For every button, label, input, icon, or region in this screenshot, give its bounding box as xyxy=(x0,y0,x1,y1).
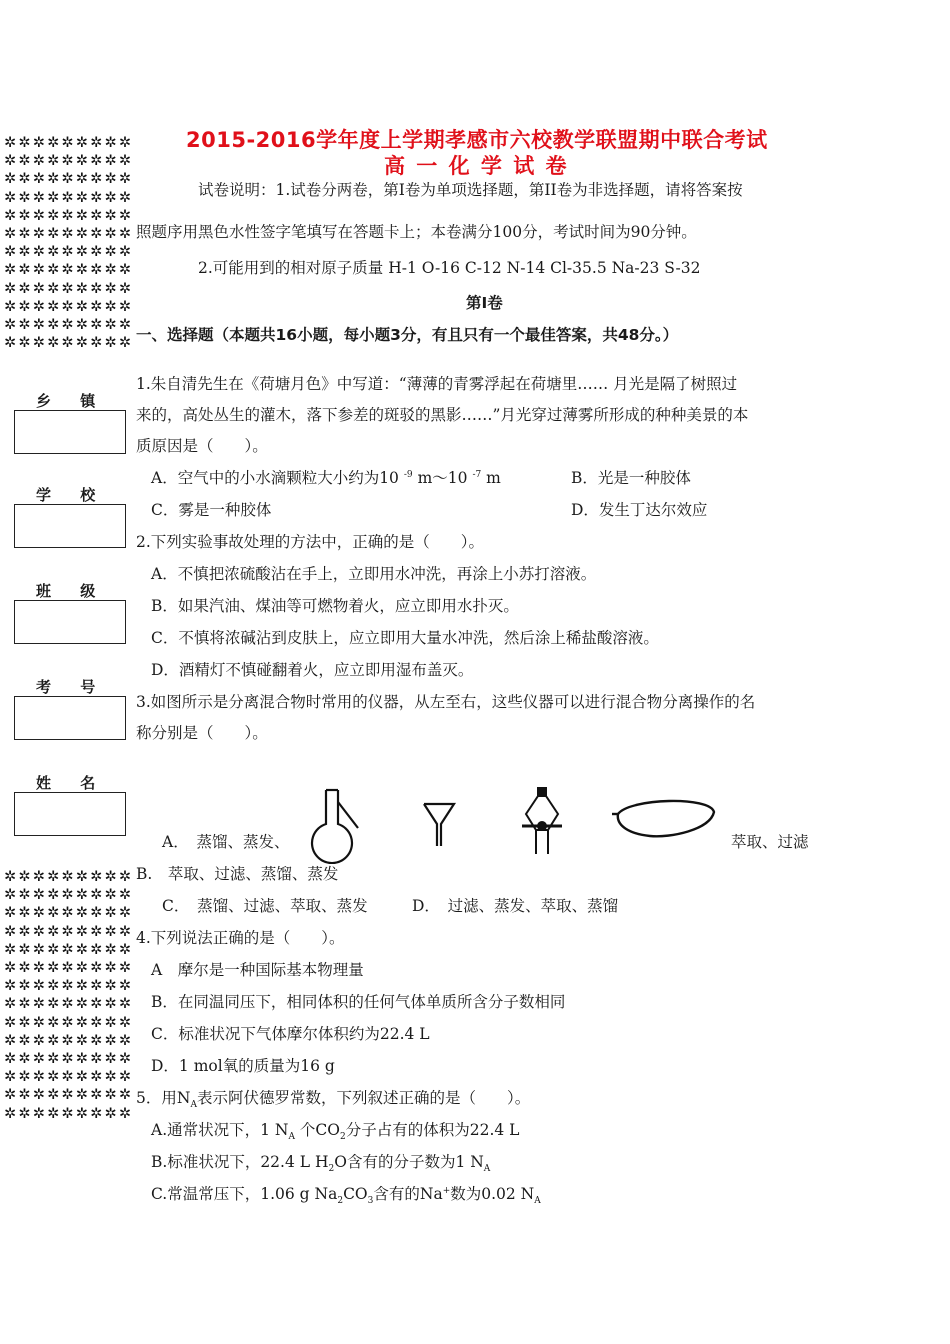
q4-option-a: A 摩尔是一种国际基本物理量 xyxy=(151,961,364,979)
funnel-icon xyxy=(424,804,454,846)
q1-stem-line-2: 来的，高处丛生的灌木，落下参差的斑驳的黑影……”月光穿过薄雾所形成的种种美景的本 xyxy=(136,406,749,424)
q5-option-a: A.通常状况下，1 $N_A$ 个$CO_2$分子占有的体积为22.4 L xyxy=(151,1121,520,1143)
q2-option-a: A．不慎把浓硫酸沾在手上，立即用水冲洗，再涂上小苏打溶液。 xyxy=(151,565,597,583)
q4-option-d: D．1 mol氧的质量为16 g xyxy=(151,1057,335,1075)
field-box-school[interactable] xyxy=(14,504,126,548)
field-label-township: 乡 镇 xyxy=(36,392,96,410)
q3-option-c: C． 蒸馏、过滤、萃取、蒸发 xyxy=(162,897,368,915)
q4-option-c: C．标准状况下气体摩尔体积约为22.4 L xyxy=(151,1025,430,1043)
q5-option-c: C.常温常压下，1.06 g $Na_2CO_3$含有的Na+数为0.02 $N_A$ xyxy=(151,1185,541,1207)
q3-stem-line-2: 称分别是（ ）。 xyxy=(136,724,268,742)
q1-stem-line-3: 质原因是（ ）。 xyxy=(136,437,268,455)
field-box-exam-number[interactable] xyxy=(14,696,126,740)
q1-stem-line-1: 1.朱自清先生在《荷塘月色》中写道：“薄薄的青雾浮起在荷塘里…… 月光是隔了树照过 xyxy=(136,375,738,393)
exam-subtitle: 高 一 化 学 试 卷 xyxy=(384,154,569,178)
section-heading: 一、选择题（本题共16小题，每小题3分，有且只有一个最佳答案，共48分。） xyxy=(136,326,679,344)
instructions-line-3: 2.可能用到的相对原子质量 H-1 O-16 C-12 N-14 Cl-35.5 Na-23 S-32 xyxy=(198,259,701,277)
separatory-funnel-icon xyxy=(522,788,562,854)
q5-option-b: B.标准状况下，22.4 L $H_2O$含有的分子数为1 $N_A$ xyxy=(151,1153,491,1175)
instructions-line-2: 照题序用黑色水性签字笔填写在答题卡上；本卷满分100分，考试时间为90分钟。 xyxy=(136,223,697,241)
q3-option-d: D． 过滤、蒸发、萃取、蒸馏 xyxy=(412,897,619,915)
q1-option-c: C．雾是一种胶体 xyxy=(151,501,272,519)
q1-option-d: D．发生丁达尔效应 xyxy=(571,501,708,519)
q4-option-b: B．在同温同压下，相同体积的任何气体单质所含分子数相同 xyxy=(151,993,566,1011)
q2-option-b: B．如果汽油、煤油等可燃物着火，应立即用水扑灭。 xyxy=(151,597,519,615)
q2-option-c: C．不慎将浓碱沾到皮肤上，应立即用大量水冲洗，然后涂上稀盐酸溶液。 xyxy=(151,629,659,647)
field-label-class: 班 级 xyxy=(36,582,96,600)
exam-title: 2015-2016学年度上学期孝感市六校教学联盟期中联合考试 xyxy=(186,128,768,152)
q2-stem: 2.下列实验事故处理的方法中，正确的是（ ）。 xyxy=(136,533,485,551)
apparatus-illustration xyxy=(300,784,740,864)
field-label-school: 学 校 xyxy=(36,486,96,504)
q3-option-b: B. 萃取、过滤、蒸馏、蒸发 xyxy=(136,865,339,883)
q2-option-d: D．酒精灯不慎碰翻着火，应立即用湿布盖灭。 xyxy=(151,661,474,679)
q3-stem-line-1: 3.如图所示是分离混合物时常用的仪器，从左至右，这些仪器可以进行混合物分离操作的名 xyxy=(136,693,756,711)
distillation-flask-icon xyxy=(312,790,358,863)
decorative-pattern-bottom: ✲ ✲ ✲ ✲ ✲ ✲ ✲ ✲ ✲ ✲ ✲ ✲ ✲ ✲ ✲ ✲ ✲ ✲ ✲ ✲ ✲ ✲ ✲ ✲ ✲ ✲ ✲ ✲ ✲ ✲ ✲ ✲ ✲ ✲ ✲ ✲ ✲ ✲ ✲ ✲ ✲ ✲ ✲ ✲ ✲ ✲ ✲ ✲ ✲ ✲ ✲ ✲ ✲ ✲ ✲ ✲ ✲ ✲ ✲ ✲ ✲ ✲ ✲ ✲ ✲ ✲ ✲ ✲ ✲ ✲ ✲ ✲ ✲ ✲ ✲ ✲ ✲ ✲ ✲ ✲ ✲ ✲ ✲ ✲ ✲ ✲ ✲ ✲ ✲ ✲ ✲ ✲ ✲ ✲ ✲ ✲ ✲ ✲ ✲ ✲ ✲ ✲ ✲ ✲ ✲ ✲ ✲ ✲ ✲ ✲ ✲ ✲ ✲ ✲ ✲ ✲ ✲ ✲ ✲ ✲ ✲ ✲ ✲ ✲ ✲ ✲ xyxy=(4,869,130,1122)
q3-option-a-left: A． 蒸馏、蒸发、 xyxy=(162,833,290,851)
q4-stem: 4.下列说法正确的是（ ）。 xyxy=(136,929,345,947)
field-box-class[interactable] xyxy=(14,600,126,644)
q1-option-b: B．光是一种胶体 xyxy=(571,469,691,487)
field-box-township[interactable] xyxy=(14,410,126,454)
volume-heading: 第Ⅰ卷 xyxy=(466,294,503,312)
field-label-exam-number: 考 号 xyxy=(36,678,96,696)
instructions-line-1: 试卷说明：1.试卷分两卷，第Ⅰ卷为单项选择题，第II卷为非选择题，请将答案按 xyxy=(198,181,743,199)
q5-stem: 5．用$N_A$表示阿伏德罗常数，下列叙述正确的是（ ）。 xyxy=(136,1089,531,1111)
field-label-name: 姓 名 xyxy=(36,774,96,792)
decorative-pattern-top: ✲ ✲ ✲ ✲ ✲ ✲ ✲ ✲ ✲ ✲ ✲ ✲ ✲ ✲ ✲ ✲ ✲ ✲ ✲ ✲ ✲ ✲ ✲ ✲ ✲ ✲ ✲ ✲ ✲ ✲ ✲ ✲ ✲ ✲ ✲ ✲ ✲ ✲ ✲ ✲ ✲ ✲ ✲ ✲ ✲ ✲ ✲ ✲ ✲ ✲ ✲ ✲ ✲ ✲ ✲ ✲ ✲ ✲ ✲ ✲ ✲ ✲ ✲ ✲ ✲ ✲ ✲ ✲ ✲ ✲ ✲ ✲ ✲ ✲ ✲ ✲ ✲ ✲ ✲ ✲ ✲ ✲ ✲ ✲ ✲ ✲ ✲ ✲ ✲ ✲ ✲ ✲ ✲ ✲ ✲ ✲ ✲ ✲ ✲ ✲ ✲ ✲ ✲ ✲ ✲ ✲ ✲ ✲ xyxy=(4,135,130,352)
field-box-name[interactable] xyxy=(14,792,126,836)
evaporating-dish-icon xyxy=(612,801,714,836)
q3-option-a-right: 萃取、过滤 xyxy=(731,833,809,851)
q1-option-a: A．空气中的小水滴颗粒大小约为10 $^{-9}$ m～10 $^{-7}$ m xyxy=(151,469,501,487)
